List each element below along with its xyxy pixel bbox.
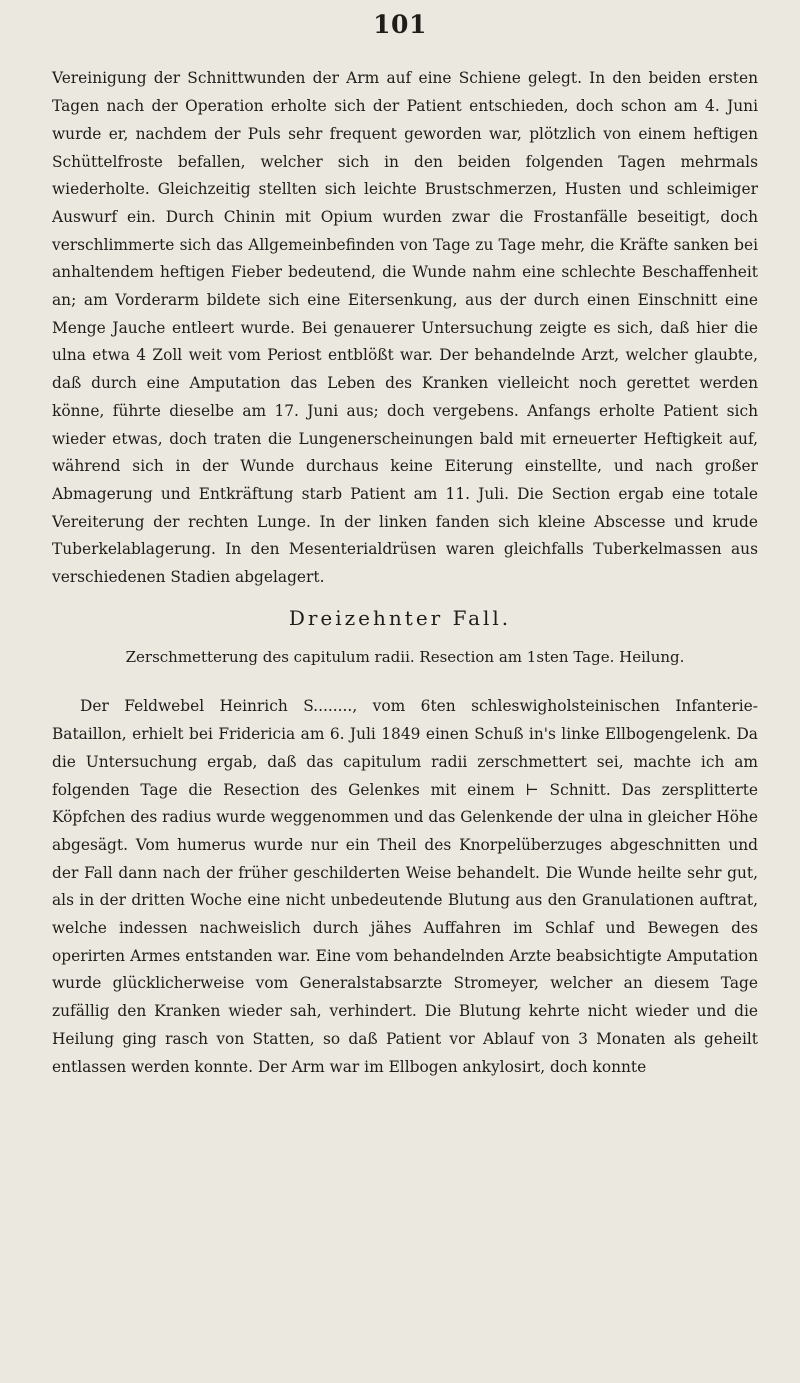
section-heading: Dreizehnter Fall. [288, 606, 512, 630]
case-subheading: Zerschmetterung des capitulum radii. Resection am 1sten Tage. Heilung. [125, 648, 685, 666]
paragraph-case-thirteen: Der Feldwebel Heinrich S........, vom 6ten schleswigholsteinischen Infanterie-Bataillon, erhielt bei Fridericia am 6. Juli 1849 einen Schuß in's linke Ellbogengelenk. Da die Untersuchung ergab, daß das capitulum radii zerschmettert sei, machte ich am folgenden Tage die Resection des Gelenkes mit einem ⊢ Schnitt. Das zersplitterte Köpfchen des radius wurde weggenommen und das Gelenkende der ulna in gleicher Höhe abgesägt. Vom humerus wurde nur ein Theil des Knorpelüberzuges abgeschnitten und der Fall dann nach der früher geschilderten Weise behandelt. Die Wunde heilte sehr gut, als in der dritten Woche eine nicht unbedeutende Blutung aus den Granulationen auftrat, welche indessen nachweislich durch jähes Auffahren im Schlaf und Bewegen des operirten Armes entstanden war. Eine vom behandelnden Arzte beabsichtigte Amputation wurde glücklicherweise vom Generalstabsarzte Stromeyer, welcher an diesem Tage zufällig den Kranken wieder sah, verhindert. Die Blutung kehrte nicht wieder und die Heilung ging rasch von Statten, so daß Patient vor Ablauf von 3 Monaten als geheilt entlassen werden konnte. Der Arm war im Ellbogen ankylosirt, doch konnte [52, 697, 758, 1076]
page-number: 101 [373, 10, 427, 39]
paragraph-case-twelve-end: Vereinigung der Schnittwunden der Arm auf eine Schiene gelegt. In den beiden ersten Tagen nach der Operation erholte sich der Patient entschieden, doch schon am 4. Juni wurde er, nachdem der Puls sehr frequent geworden war, plötzlich von einem heftigen Schüttelfroste befallen, welcher sich in den beiden folgenden Tagen mehrmals wiederholte. Gleichzeitig stellten sich leichte Brustschmerzen, Husten und schleimiger Auswurf ein. Durch Chinin mit Opium wurden zwar die Frostanfälle beseitigt, doch verschlimmerte sich das Allgemeinbefinden von Tage zu Tage mehr, die Kräfte sanken bei anhaltendem heftigen Fieber bedeutend, die Wunde nahm eine schlechte Beschaffenheit an; am Vorderarm bildete sich eine Eitersenkung, aus der durch einen Einschnitt eine Menge Jauche entleert wurde. Bei genauerer Untersuchung zeigte es sich, daß hier die ulna etwa 4 Zoll weit vom Periost entblößt war. Der behandelnde Arzt, welcher glaubte, daß durch eine Amputation das Leben des Kranken vielleicht noch gerettet werden könne, führte dieselbe am 17. Juni aus; doch vergebens. Anfangs erholte Patient sich wieder etwas, doch traten die Lungenerscheinungen bald mit erneuerter Heftigkeit auf, während sich in der Wunde durchaus keine Eiterung einstellte, und nach großer Abmagerung und Entkräftung starb Patient am 11. Juli. Die Section ergab eine totale Vereiterung der rechten Lunge. In der linken fanden sich kleine Abscesse und krude Tuberkelablagerung. In den Mesenterialdrüsen waren gleichfalls Tuberkelmassen aus verschiedenen Stadien abgelagert. [52, 69, 758, 587]
